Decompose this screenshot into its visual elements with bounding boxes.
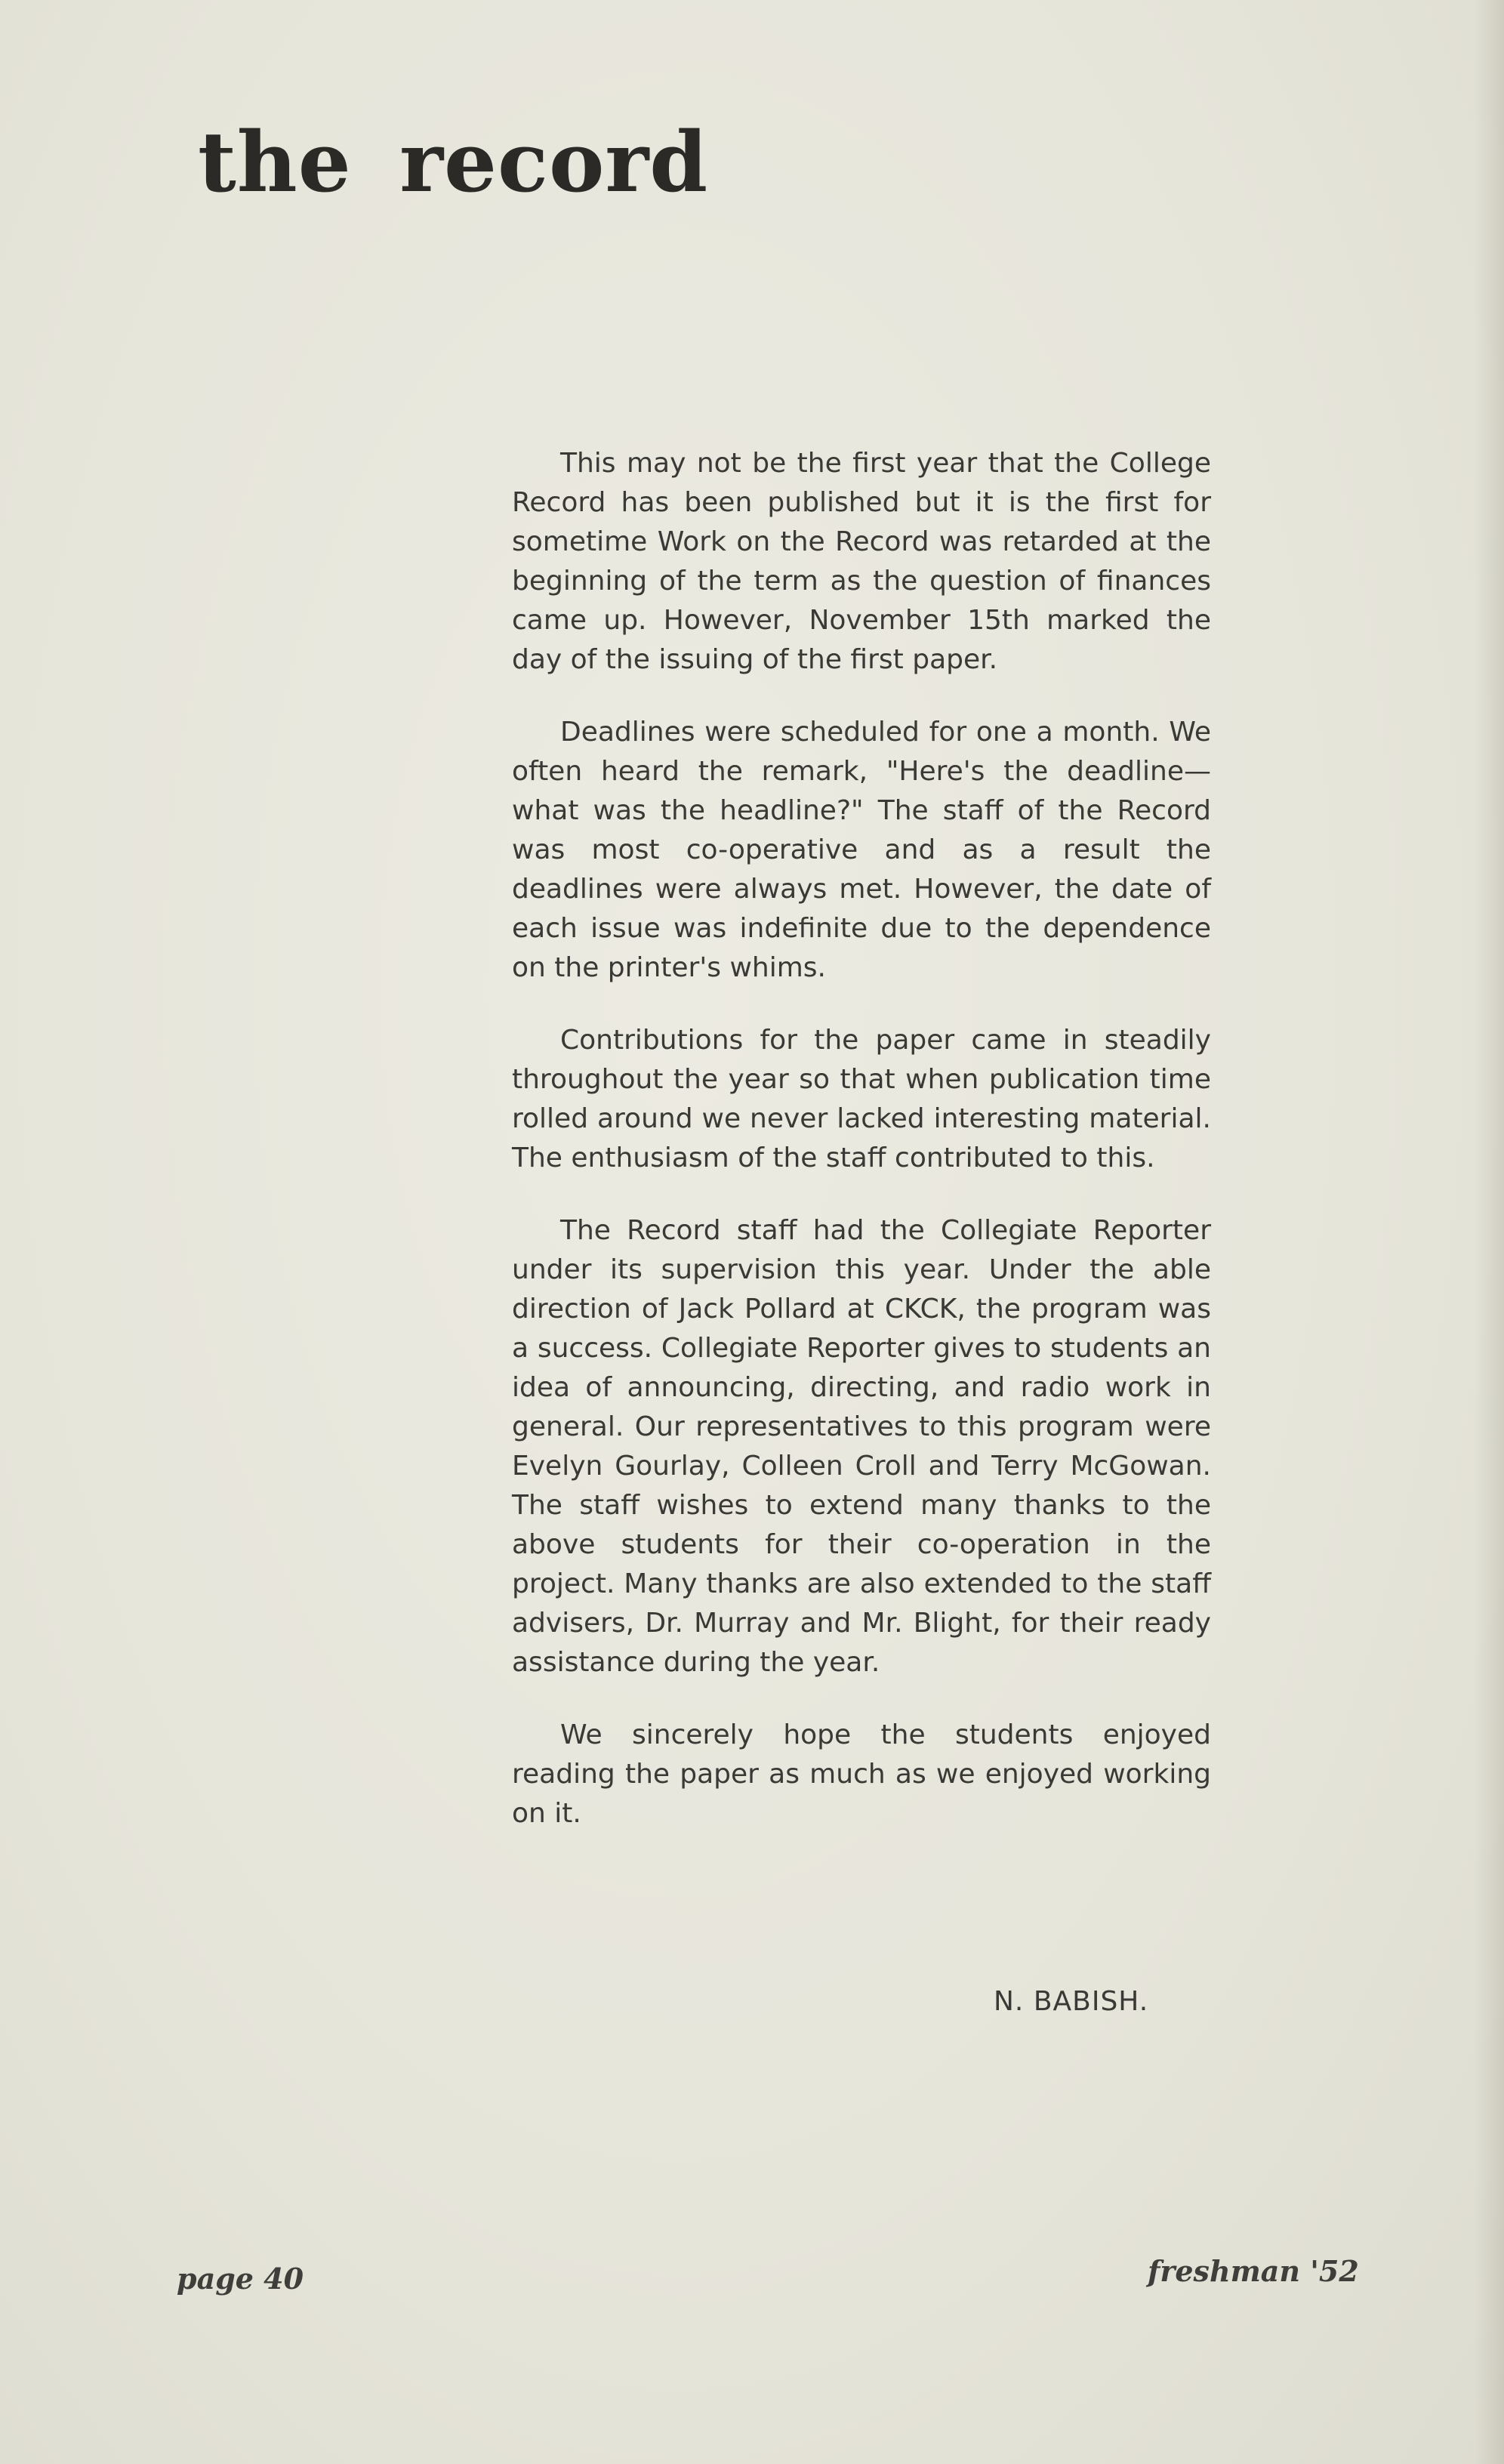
author-signature: N. BABISH. (994, 1986, 1149, 2017)
paragraph-4: The Record staff had the Collegiate Reporter under its supervision this year. Under the able direction of Jack Pollard at CKCK, the program was a success. Collegiate Reporter gives to students an idea of announcing, directing, and radio work in general. Our representatives to this program were Evelyn Gourlay, Colleen Croll and Terry McGowan. The staff wishes to extend many thanks to the above students for their co-operation in the project. Many thanks are also extended to the staff advisers, Dr. Murray and Mr. Blight, for their ready assistance during the year. (512, 1215, 1211, 1678)
page-number: page 40 (177, 2262, 304, 2296)
page-title: the record (198, 113, 709, 211)
paragraph-3: Contributions for the paper came in steadily throughout the year so that when publication time rolled around we never lacked interesting material. The enthusiasm of the staff contributed to this. (512, 1025, 1211, 1173)
paragraph-2: Deadlines were scheduled for one a month. We often heard the remark, "Here's the deadline—what was the headline?" The staff of the Record was most co-operative and as a result the deadlines were always met. However, the date of each issue was indefinite due to the dependence on the printer's whims. (512, 717, 1211, 983)
paragraph-5: We sincerely hope the students enjoyed reading the paper as much as we enjoyed working on it. (512, 1719, 1211, 1829)
publication-footer: freshman '52 (1148, 2254, 1359, 2288)
paragraph-1: This may not be the first year that the College Record has been published but it is the first for sometime Work on the Record was retarded at the beginning of the term as the question of finances came up. However, November 15th marked the day of the issuing of the first paper. (512, 448, 1211, 675)
page-edge-shadow (1474, 0, 1504, 2464)
article-body (512, 444, 1211, 1867)
